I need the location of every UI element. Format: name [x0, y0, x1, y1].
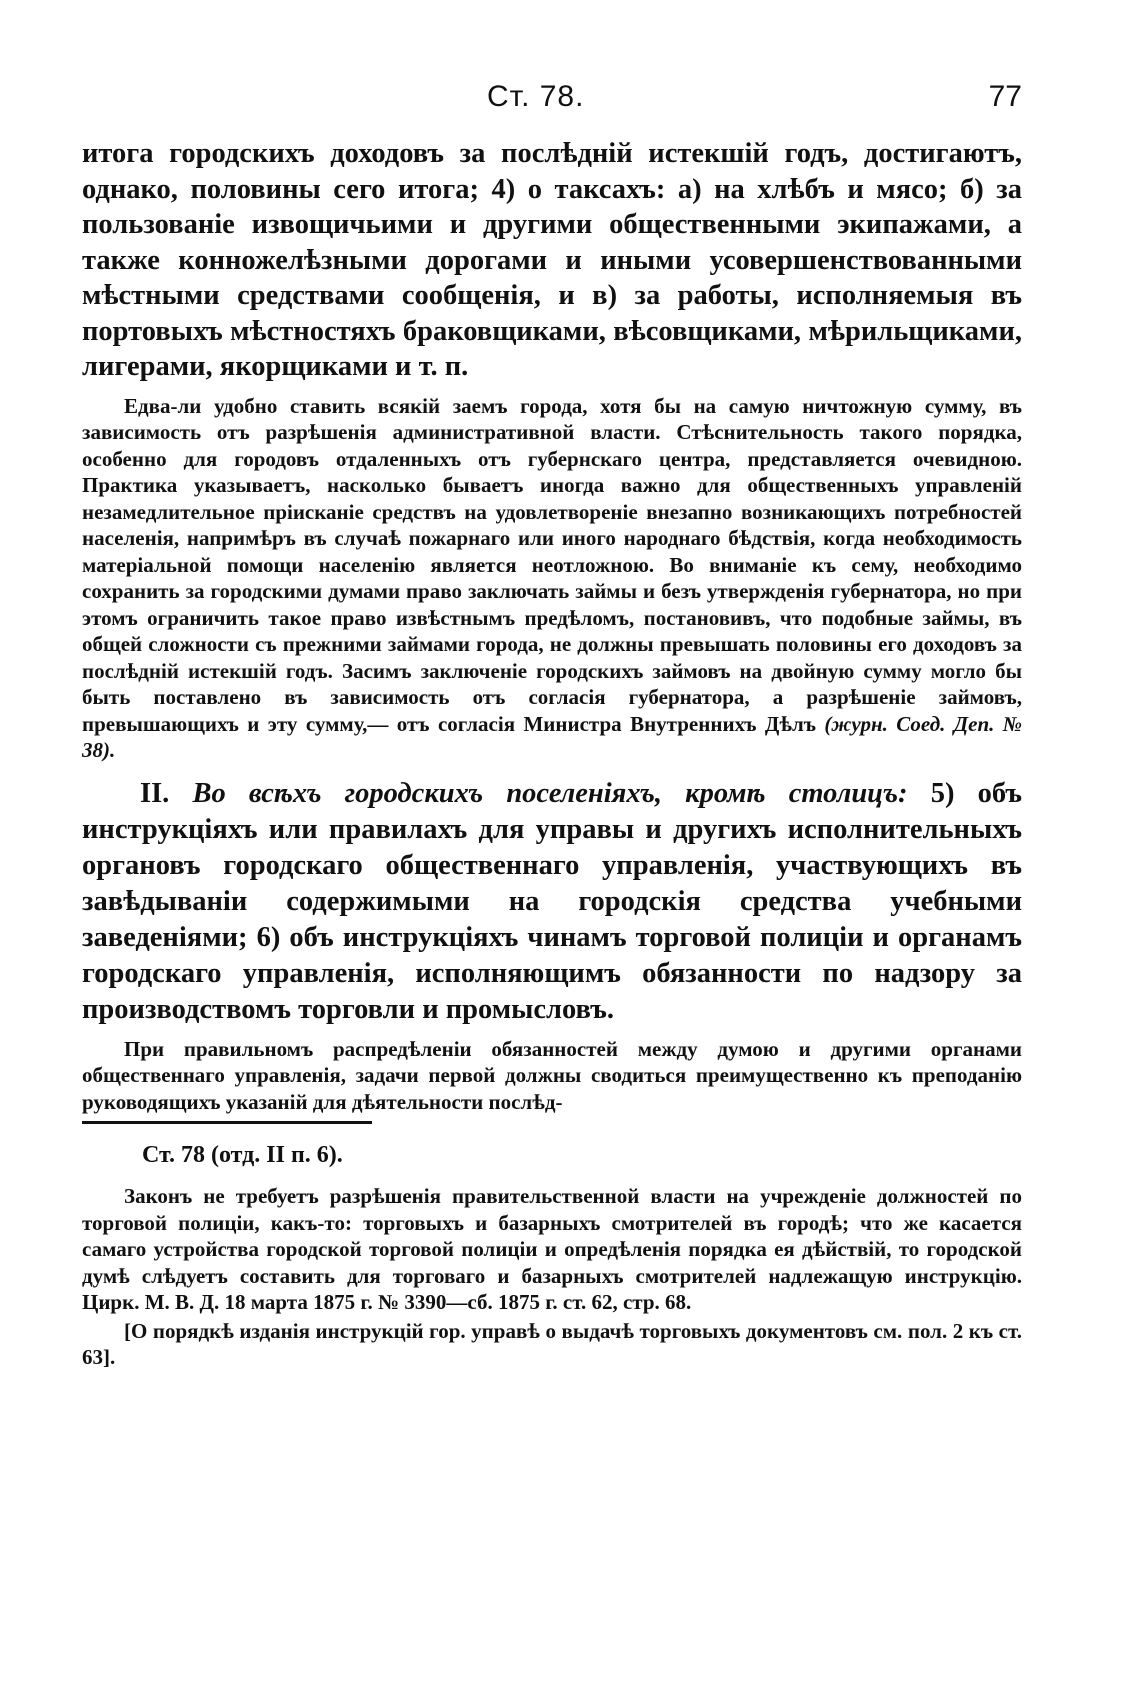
close-bracket: ].: [103, 1345, 116, 1369]
commentary-paragraph-loans: [82, 393, 1022, 764]
running-head: [82, 70, 1022, 130]
section-heading-italic: Во всѣхъ городскихъ поселеніяхъ, кромѣ столицъ:: [192, 777, 908, 809]
commentary-paragraph-duties: При правильномъ распредѣленіи обязанностей между думою и другими органами общественнаго управленія, задачи первой должны сводиться преимущественно къ преподанію руководящихъ указаній для дѣятельности послѣд-: [82, 1036, 1022, 1114]
footnote-cross-reference: [82, 1318, 1022, 1371]
cross-reference-text: О порядкѣ изданія инструкцій гор. управѣ о выдачѣ торговыхъ документовъ см. пол. 2 къ ст. 63: [82, 1318, 1022, 1369]
commentary-loans-citation: (журн. Соед. Деп. № 38).: [82, 711, 1023, 762]
footnote-divider: [82, 1121, 372, 1124]
main-paragraph-continued: итога городскихъ доходовъ за послѣдній истекшій годъ, достигаютъ, однако, половины сего итога; 4) о таксахъ: а) на хлѣбъ и мясо; б) за пользованіе извощичьими и другими общественными экипажами, а также конножелѣзными дорогами и иными усовершенствованными мѣстными средствами сообщенія, и в) за работы, исполняемыя въ портовыхъ мѣстностяхъ браковщиками, вѣсовщиками, мѣрильщиками, лигерами, якорщиками и т. п.: [82, 138, 1022, 382]
section-body: 5) объ инструкціяхъ или правилахъ для управы и другихъ исполнительныхъ органовъ городскаго общественнаго управленія, участвующихъ въ завѣдываніи содержимыми на городскія средства учебными заведеніями; 6) объ инструкціяхъ чинамъ торговой полиціи и органамъ городскаго управленія, исполняющимъ обязанности по надзору за производствомъ торговли и промысловъ.: [82, 777, 1023, 1025]
section-number: II.: [140, 777, 170, 809]
footnote-heading: Ст. 78 (отд. II п. 6).: [142, 1142, 343, 1168]
open-bracket: [: [124, 1318, 131, 1343]
footnote-paragraph: Законъ не требуетъ разрѣшенія правительственной власти на учрежденіе должностей по торговой полиціи, какъ-то: торговыхъ и базарныхъ смотрителей въ городѣ; что же касается самаго устройства городской торговой полиціи и опредѣленія порядка ея дѣйствій, то городской думѣ слѣдуетъ составить для торговаго и базарныхъ смотрителей надлежащую инструкцію. Цирк. М. В. Д. 18 марта 1875 г. № 3390—сб. 1875 г. ст. 62, стр. 68.: [82, 1184, 1022, 1314]
commentary-loans-text: Едва-ли удобно ставить всякій заемъ города, хотя бы на самую ничтожную сумму, въ зависимость отъ разрѣшенія административной власти. Стѣснительность такого порядка, особенно для городовъ отдаленныхъ отъ губернскаго центра, представляется очевидною. Практика указываетъ, насколько бываетъ иногда важно для общественныхъ управленій незамедлительное прiисканiе средствъ на удовлетворенiе внезапно возникающихъ потребностей населенія, напримѣръ въ случаѣ пожарнаго или иного народнаго бѣдствія, когда необходимость матеріальной помощи населенію является неотложною. Во вниманіе къ сему, необходимо сохранить за городскими думами право заключать займы и безъ утвержденія губернатора, но при этомъ ограничить такое право извѣстнымъ предѣломъ, постановивъ, что подобные займы, въ общей сложности съ прежними займами города, не должны превышать половины его доходовъ за послѣдній истекшій годъ. Засимъ заключеніе городскихъ займовъ на двойную сумму могло бы быть поставлено въ зависимость отъ согласія губернатора, а разрѣшеніе займовъ, превышающихъ и эту сумму,— отъ согласія Министра Внутреннихъ Дѣлъ: [82, 393, 1022, 736]
book-page: [82, 70, 1022, 1371]
article-reference: Ст. 78.: [487, 80, 585, 113]
page-number: 77: [988, 80, 1022, 113]
section-ii-paragraph: [82, 776, 1022, 1028]
